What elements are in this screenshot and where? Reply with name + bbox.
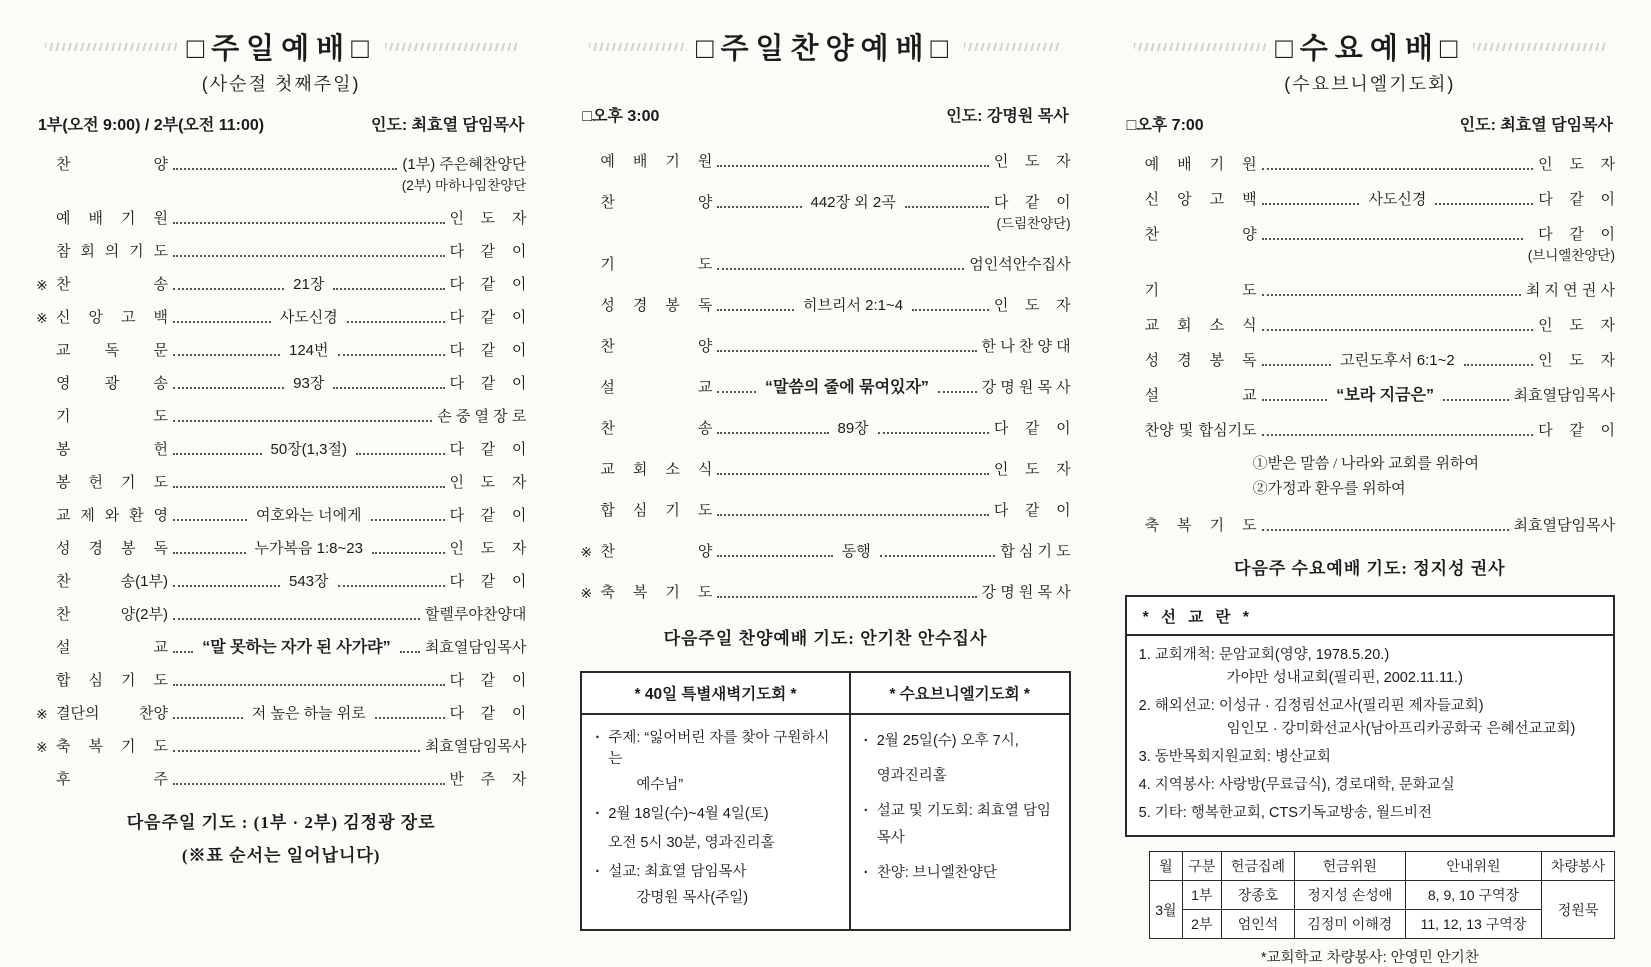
worship-row (1125, 155, 1615, 175)
order-performer: 다 같 이 (449, 276, 527, 293)
dotted-leader (338, 572, 445, 587)
notice-line: · 설교 및 기도회: 최효열 담임목사 (857, 798, 1061, 852)
duty-month: 3월 (1150, 881, 1182, 939)
service-time: 1부(오전 9:00) / 2부(오전 11:00) (38, 117, 265, 134)
duty-header: 월 (1150, 852, 1182, 881)
worship-row (36, 374, 526, 394)
mission-item: 5. 기타: 행복한교회, CTS기독교방송, 월드비전 (1138, 805, 1433, 821)
order-performer: 합 심 기 도 (1000, 543, 1071, 560)
order-label: 영 광 송 (56, 375, 168, 392)
order-label: 축 복 기 도 (600, 584, 713, 601)
dotted-leader (1262, 516, 1509, 531)
order-detail: 89장 (837, 420, 869, 437)
worship-row (36, 341, 526, 361)
dotted-leader (717, 542, 832, 557)
worship-row (36, 506, 526, 526)
order-label: 설 교 (56, 639, 168, 656)
order-label: 찬 양 (56, 156, 168, 173)
dotted-leader (717, 583, 976, 598)
order-performer: 다 같 이 (449, 573, 527, 590)
dotted-leader (173, 473, 445, 488)
duty-collector: 엄인석 (1222, 910, 1295, 939)
dotted-leader (173, 671, 445, 686)
dotted-leader (1262, 316, 1534, 331)
order-label: 예 배 기 원 (600, 153, 713, 170)
dotted-leader (1262, 421, 1534, 436)
dotted-leader (1262, 351, 1331, 366)
worship-row (1125, 190, 1615, 210)
worship-row (580, 501, 1070, 521)
order-detail: 저 높은 하늘 위로 (251, 705, 366, 722)
dotted-leader (173, 506, 247, 521)
notice-line: 예수님” (636, 777, 684, 793)
order-label: 후 주 (56, 771, 168, 788)
order-performer: 다 같 이 (브니엘찬양단) (1527, 226, 1615, 263)
notice-title: * 40일 특별새벽기도회 * (582, 673, 848, 715)
dotted-leader (717, 296, 794, 311)
dotted-leader (400, 638, 420, 653)
dotted-leader (912, 296, 989, 311)
next-week-prayer: 다음주일 찬양예배 기도: 안기찬 안수집사 (663, 629, 988, 648)
order-label: 찬 양(2부) (56, 606, 168, 623)
duty-header: 구분 (1182, 852, 1221, 881)
order-label: 찬 양 (600, 338, 713, 355)
dotted-leader (1443, 386, 1509, 401)
worship-row (36, 308, 526, 328)
dotted-leader (173, 407, 432, 422)
dotted-leader (173, 275, 284, 290)
section-title: □주일예배□ (186, 33, 376, 65)
standing-mark: ※ (36, 310, 48, 326)
order-label: 합 심 기 도 (56, 672, 168, 689)
order-label: 설 교 (600, 379, 713, 396)
standing-mark: ※ (580, 585, 593, 601)
service-time: □오후 7:00 (1126, 117, 1204, 134)
dotted-leader (1262, 225, 1523, 240)
mission-item: 1. 교회개척: 문암교회(영양, 1978.5.20.) (1138, 647, 1390, 663)
scan-decoration (385, 43, 518, 51)
worship-row (36, 473, 526, 493)
order-label: 찬 양 (600, 194, 713, 211)
worship-row (1125, 281, 1615, 301)
dotted-leader (717, 501, 989, 516)
dotted-leader (1262, 190, 1360, 205)
order-label: 기 도 (1144, 282, 1257, 299)
scan-decoration (1134, 43, 1267, 51)
notice-box (580, 671, 1070, 931)
mission-item: 3. 동반목회지원교회: 병산교회 (1138, 749, 1331, 765)
worship-row (1125, 516, 1615, 536)
dotted-leader (717, 337, 976, 352)
order-performer: 다 같 이 (449, 375, 527, 392)
dotted-leader (173, 539, 246, 554)
order-performer: 최효열담임목사 (1513, 387, 1615, 404)
order-label: 예 배 기 원 (1144, 156, 1257, 173)
section-title: □주일찬양예배□ (695, 33, 956, 65)
dotted-leader (717, 152, 989, 167)
mission-title: * 선 교 란 * (1127, 597, 1613, 636)
dotted-leader (717, 378, 756, 393)
duty-vehicle: 정원묵 (1542, 881, 1615, 939)
order-detail: 93장 (293, 375, 325, 392)
worship-row (580, 337, 1070, 357)
service-leader: 인도: 강명원 목사 (946, 108, 1069, 125)
mission-item: 가야만 성내교회(필리핀, 2002.11.11.) (1226, 670, 1463, 686)
worship-row (580, 378, 1070, 398)
duty-header: 헌금위원 (1294, 852, 1405, 881)
standing-mark: ※ (36, 277, 48, 293)
order-performer: 인 도 자 (449, 474, 527, 491)
next-week-prayer: 다음주 수요예배 기도: 정지성 권사 (1234, 559, 1506, 578)
order-performer: 인 도 자 (1538, 317, 1615, 334)
standing-note: (※표 순서는 일어납니다) (181, 846, 381, 865)
section-title-row (1125, 26, 1615, 67)
order-performer: 다 같 이 (449, 441, 527, 458)
worship-row (1125, 421, 1615, 441)
order-label: 찬 송(1부) (56, 573, 168, 590)
order-label: 축 복 기 도 (1144, 517, 1257, 534)
order-detail: 124번 (289, 342, 329, 359)
order-label: 기 도 (600, 256, 713, 273)
church-school-footnote: *교회학교 차량봉사: 안영민 안기찬 (1260, 950, 1479, 966)
scan-decoration (45, 43, 178, 51)
scan-decoration (589, 43, 687, 51)
order-performer: 인 도 자 (449, 210, 527, 227)
dotted-leader (347, 308, 445, 323)
order-label: 찬 송 (56, 276, 168, 293)
worship-row (36, 704, 526, 724)
mission-item: 임인모 · 강미화선교사(남아프리카공화국 은혜선교교회) (1226, 721, 1576, 737)
order-performer: 다 같 이 (993, 420, 1071, 437)
worship-row (36, 242, 526, 262)
dotted-leader (333, 275, 444, 290)
dotted-leader (173, 605, 420, 620)
order-label: 찬양 및 합심기도 (1144, 422, 1257, 439)
mission-item: 4. 지역봉사: 사랑방(무료급식), 경로대학, 문화교실 (1138, 777, 1455, 793)
dotted-leader (717, 460, 989, 475)
worship-row (1125, 351, 1615, 371)
order-label: 봉 헌 (56, 441, 168, 458)
duty-usher: 8, 9, 10 구역장 (1405, 881, 1541, 910)
dotted-leader (717, 419, 828, 434)
order-performer: 반 주 자 (449, 771, 527, 788)
section-title-row (580, 26, 1070, 67)
order-performer: 최효열담임목사 (424, 639, 527, 656)
dawn-prayer-notice (582, 673, 850, 929)
order-performer: 인 도 자 (449, 540, 527, 557)
dotted-leader (338, 341, 445, 356)
order-performer: 다 같 이 (449, 342, 527, 359)
worship-row (36, 572, 526, 592)
notice-line: · 설교: 최효열 담임목사 (588, 862, 840, 883)
order-label: 교 회 소 식 (1144, 317, 1257, 334)
order-performer: 손 중 열 장 로 (437, 408, 527, 425)
worship-row (36, 209, 526, 229)
duty-committee: 김정미 이해경 (1294, 910, 1405, 939)
dotted-leader (878, 419, 989, 434)
order-label: 합 심 기 도 (600, 502, 713, 519)
order-performer: 최 지 연 권 사 (1525, 282, 1615, 299)
order-label: 교 제 와 환 영 (56, 507, 168, 524)
worship-row (36, 671, 526, 691)
dotted-leader (1464, 351, 1533, 366)
notice-line: 영과진리홀 (876, 768, 947, 784)
order-label: 신 앙 고 백 (56, 309, 168, 326)
notice-title: * 수요브니엘기도회 * (851, 673, 1069, 715)
order-label: 성 경 봉 독 (1144, 352, 1257, 369)
worship-row (36, 638, 526, 658)
service-time-row (582, 103, 1068, 126)
duty-header: 헌금집례 (1222, 852, 1295, 881)
scan-decoration (1473, 43, 1606, 51)
service-time: □오후 3:00 (582, 108, 660, 125)
section-title: □수요예배□ (1275, 33, 1465, 65)
order-label: 성 경 봉 독 (56, 540, 168, 557)
worship-row (36, 407, 526, 427)
dotted-leader (1262, 386, 1328, 401)
dotted-leader (938, 378, 977, 393)
order-detail: 442장 외 2곡 (810, 194, 896, 211)
worship-row (580, 460, 1070, 480)
worship-row (580, 542, 1070, 562)
duty-committee: 정지성 손성애 (1294, 881, 1405, 910)
order-performer: 엄인석안수집사 (969, 256, 1071, 273)
notice-body (851, 715, 1069, 907)
order-label: 찬 양 (600, 543, 713, 560)
order-detail: “말씀의 줄에 묶여있자” (764, 379, 929, 396)
worship-row (580, 193, 1070, 234)
order-label: 참 회 의 기 도 (56, 243, 168, 260)
order-detail: 동행 (841, 543, 871, 560)
dotted-leader (173, 308, 271, 323)
order-label: 봉 헌 기 도 (56, 474, 168, 491)
order-performer: (1부) 주은혜찬양단 (2부) 마하나임찬양단 (401, 156, 527, 193)
order-performer: 강 명 원 목 사 (981, 379, 1071, 396)
scan-decoration (964, 43, 1062, 51)
order-performer: 다 같 이 (드림찬양단) (993, 194, 1071, 231)
notice-line: · 찬양: 브니엘찬양단 (857, 860, 1061, 887)
order-performer: 할렐루야찬양대 (424, 606, 527, 623)
worship-row (36, 737, 526, 757)
order-detail: 여호와는 너에게 (255, 507, 362, 524)
notice-line: 강명원 목사(주일) (636, 890, 749, 906)
duty-header: 안내위원 (1405, 852, 1541, 881)
dotted-leader (173, 242, 445, 257)
worship-row (580, 255, 1070, 275)
order-detail: 21장 (293, 276, 325, 293)
order-label: 찬 양 (1144, 226, 1257, 243)
order-detail: 히브리서 2:1~4 (803, 297, 904, 314)
order-label: 결단의 찬양 (56, 705, 168, 722)
worship-row (36, 539, 526, 559)
worship-row (1125, 316, 1615, 336)
worship-row (36, 605, 526, 625)
section-title-row (36, 26, 526, 67)
order-performer: 인 도 자 (993, 297, 1071, 314)
dotted-leader (173, 209, 445, 224)
dotted-leader (333, 374, 444, 389)
order-performer: 인 도 자 (993, 461, 1071, 478)
dotted-leader (1435, 190, 1533, 205)
duty-collector: 장종호 (1222, 881, 1295, 910)
duty-table (1149, 851, 1615, 939)
worship-order-list (36, 155, 526, 790)
worship-row (36, 770, 526, 790)
worship-row (580, 583, 1070, 603)
dotted-leader (880, 542, 995, 557)
order-performer: 다 같 이 (449, 507, 527, 524)
column-wednesday-worship (1125, 26, 1615, 966)
dotted-leader (173, 440, 262, 455)
order-label: 성 경 봉 독 (600, 297, 713, 314)
mission-item: 2. 해외선교: 이성규 · 김정림선교사(필리핀 제자들교회) (1138, 698, 1484, 714)
worship-row (36, 155, 526, 196)
worship-row (580, 296, 1070, 316)
worship-row (580, 152, 1070, 172)
column-sunday-worship (36, 26, 526, 913)
dotted-leader (356, 440, 445, 455)
order-label: 기 도 (56, 408, 168, 425)
order-label: 교 회 소 식 (600, 461, 713, 478)
dotted-leader (375, 704, 445, 719)
order-label: 교 독 문 (56, 342, 168, 359)
order-performer: 인 도 자 (1538, 156, 1615, 173)
section-subtitle: (사순절 첫째주일) (201, 74, 361, 94)
order-detail: 누가복음 1:8~23 (254, 540, 363, 557)
order-label: 축 복 기 도 (56, 738, 168, 755)
worship-row (1125, 386, 1615, 406)
duty-header-row (1150, 852, 1615, 881)
notice-line: · 주제: “잃어버린 자를 찾아 구원하시는 (588, 728, 840, 770)
notice-body (582, 715, 848, 929)
order-performer: 최효열담임목사 (424, 738, 527, 755)
service-leader: 인도: 최효열 담임목사 (371, 117, 525, 134)
standing-mark: ※ (36, 739, 48, 755)
order-performer: 다 같 이 (449, 243, 527, 260)
order-detail: “말 못하는 자가 된 사가랴” (202, 639, 391, 656)
order-detail: 고린도후서 6:1~2 (1340, 352, 1455, 369)
service-time-row (38, 112, 524, 135)
order-label: 신 앙 고 백 (1144, 191, 1257, 208)
duty-usher: 11, 12, 13 구역장 (1405, 910, 1541, 939)
order-performer: 인 도 자 (993, 153, 1071, 170)
dotted-leader (372, 539, 445, 554)
dotted-leader (173, 374, 284, 389)
dotted-leader (717, 255, 964, 270)
section-subtitle: (수요브니엘기도회) (1284, 74, 1456, 94)
dotted-leader (1262, 155, 1534, 170)
order-performer: 다 같 이 (449, 672, 527, 689)
dotted-leader (371, 506, 445, 521)
dotted-leader (173, 341, 280, 356)
order-detail: 543장 (289, 573, 329, 590)
order-performer: 다 같 이 (449, 309, 527, 326)
order-label: 설 교 (1144, 387, 1257, 404)
dotted-leader (173, 737, 420, 752)
dotted-leader (1262, 281, 1521, 296)
standing-mark: ※ (580, 544, 593, 560)
worship-order-list (1125, 155, 1615, 536)
notice-line: · 2월 18일(수)~4월 4일(토) (588, 804, 840, 825)
mission-body (1127, 636, 1613, 835)
worship-row (1125, 225, 1615, 266)
dotted-leader (717, 193, 801, 208)
dotted-leader (173, 572, 280, 587)
worship-row (580, 419, 1070, 439)
notice-line: · 2월 25일(수) 오후 7시, (857, 728, 1061, 755)
order-performer: 다 같 이 (449, 705, 527, 722)
order-detail: “보라 지금은” (1336, 387, 1434, 404)
dotted-leader (173, 155, 397, 170)
service-leader: 인도: 최효열 담임목사 (1459, 117, 1613, 134)
dotted-leader (905, 193, 989, 208)
duty-part: 1부 (1182, 881, 1221, 910)
worship-order-list (580, 152, 1070, 603)
next-week-prayer: 다음주일 기도 : (1부 · 2부) 김정광 장로 (126, 813, 436, 832)
dotted-leader (173, 704, 243, 719)
duty-header: 차량봉사 (1542, 852, 1615, 881)
prayer-topics: ①받은 말씀 / 나라와 교회를 위하여 ②가정과 환우를 위하여 (1252, 456, 1479, 497)
order-performer: 최효열담임목사 (1513, 517, 1615, 534)
order-performer: 한 나 찬 양 대 (981, 338, 1071, 355)
order-label: 찬 송 (600, 420, 713, 437)
order-label: 예 배 기 원 (56, 210, 168, 227)
standing-mark: ※ (36, 706, 48, 722)
order-detail: 사도신경 (1368, 191, 1427, 208)
order-detail: 사도신경 (279, 309, 338, 326)
column-praise-worship (580, 26, 1070, 913)
worship-row (36, 275, 526, 295)
worship-row (36, 440, 526, 460)
wednesday-prayer-notice (851, 673, 1069, 929)
order-detail: 50장(1,3절) (270, 441, 348, 458)
notice-line: 오전 5시 30분, 영과진리홀 (608, 835, 775, 851)
dotted-leader (173, 638, 193, 653)
order-performer: 다 같 이 (1538, 191, 1615, 208)
mission-box (1125, 595, 1615, 837)
dotted-leader (173, 770, 445, 785)
order-performer: 다 같 이 (993, 502, 1071, 519)
duty-part: 2부 (1182, 910, 1221, 939)
order-performer: 강 명 원 목 사 (981, 584, 1071, 601)
order-performer: 인 도 자 (1538, 352, 1615, 369)
order-performer: 다 같 이 (1538, 422, 1615, 439)
service-time-row (1127, 112, 1613, 135)
duty-row (1150, 881, 1615, 910)
